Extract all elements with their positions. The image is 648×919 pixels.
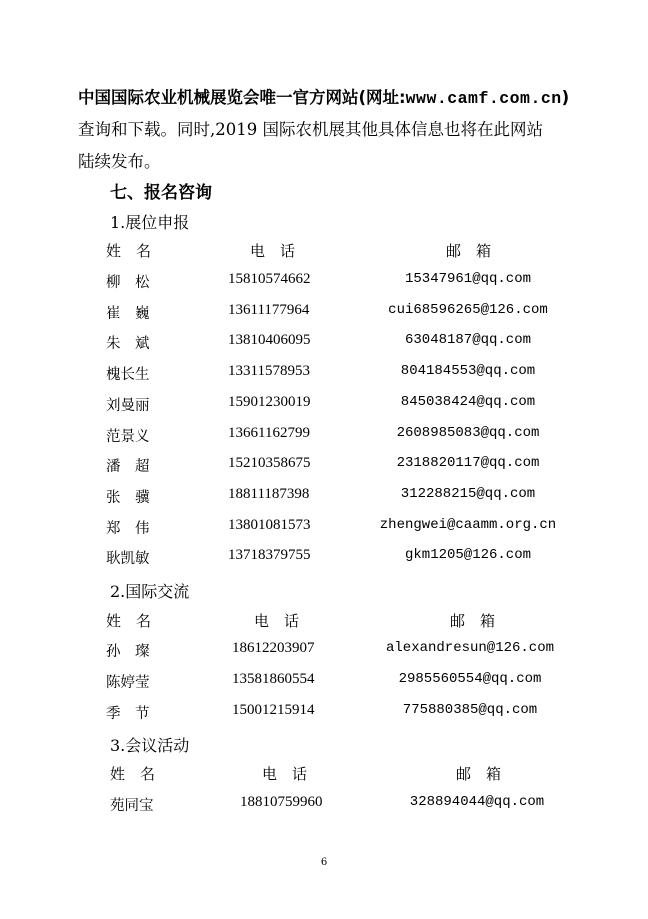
contact-name: 郑 伟 bbox=[106, 520, 150, 537]
contact-name: 范景义 bbox=[106, 428, 150, 445]
table-row bbox=[0, 702, 648, 728]
contact-email[interactable]: 775880385@qq.com bbox=[402, 702, 538, 718]
website-url[interactable]: www.camf.com.cn bbox=[405, 89, 562, 108]
contact-phone: 13801081573 bbox=[228, 516, 311, 533]
contact-email[interactable]: zhengwei@caamm.org.cn bbox=[379, 516, 557, 533]
contact-phone: 13661162799 bbox=[228, 424, 310, 441]
table-row bbox=[0, 394, 648, 420]
header-name: 姓 名 bbox=[106, 612, 152, 630]
contact-phone: 18810759960 bbox=[240, 794, 323, 810]
header-name: 姓 名 bbox=[106, 242, 152, 260]
header-email: 邮 箱 bbox=[456, 765, 502, 783]
table-row bbox=[0, 640, 648, 666]
contact-name: 耿凯敏 bbox=[106, 551, 150, 568]
contact-email[interactable]: 63048187@qq.com bbox=[404, 332, 532, 349]
group-title-international: 2.国际交流 bbox=[110, 582, 190, 601]
header-phone: 电 话 bbox=[262, 765, 308, 783]
intro-line-1-suffix: ) bbox=[561, 88, 570, 107]
table-header bbox=[0, 610, 648, 636]
header-email: 邮 箱 bbox=[450, 612, 496, 630]
contact-name: 陈婷莹 bbox=[106, 675, 150, 691]
contact-name: 刘曼丽 bbox=[106, 397, 150, 414]
contact-email[interactable]: 328894044@qq.com bbox=[409, 794, 545, 810]
table-row bbox=[0, 332, 648, 358]
group-title-meetings: 3.会议活动 bbox=[110, 736, 190, 755]
contact-phone: 15210358675 bbox=[228, 455, 311, 472]
contact-name: 潘 超 bbox=[106, 459, 150, 476]
contact-email[interactable]: 804184553@qq.com bbox=[400, 363, 536, 380]
header-email: 邮 箱 bbox=[446, 242, 492, 260]
contact-email[interactable]: 15347961@qq.com bbox=[404, 271, 532, 287]
table-row bbox=[0, 271, 648, 297]
contact-name: 季 节 bbox=[106, 706, 150, 722]
contact-phone: 18811187398 bbox=[228, 485, 310, 502]
contact-email[interactable]: cui68596265@126.com bbox=[388, 301, 548, 318]
table-row bbox=[0, 425, 648, 451]
table-row bbox=[0, 363, 648, 389]
table-row bbox=[0, 517, 648, 543]
intro-line-1-text: 中国国际农业机械展览会唯一官方网站(网址: bbox=[78, 88, 406, 107]
table-row bbox=[0, 547, 648, 573]
header-phone: 电 话 bbox=[250, 242, 296, 260]
intro-line-3: 陆续发布。 bbox=[78, 152, 161, 171]
header-name: 姓 名 bbox=[110, 765, 156, 783]
contact-phone: 18612203907 bbox=[232, 640, 315, 656]
contact-email[interactable]: 2608985083@qq.com bbox=[396, 424, 540, 441]
table-row bbox=[0, 671, 648, 697]
contact-email[interactable]: 845038424@qq.com bbox=[400, 393, 536, 410]
contact-email[interactable]: gkm1205@126.com bbox=[404, 547, 532, 564]
header-phone: 电 话 bbox=[254, 612, 300, 630]
contact-phone: 15001215914 bbox=[232, 702, 315, 718]
group-title-booth: 1.展位申报 bbox=[110, 213, 190, 232]
contact-name: 朱 斌 bbox=[106, 336, 150, 353]
contact-phone: 13581860554 bbox=[232, 671, 315, 687]
intro-line-2: 查询和下载。同时,2019 国际农机展其他具体信息也将在此网站 bbox=[78, 120, 543, 139]
contact-name: 槐长生 bbox=[106, 367, 150, 384]
table-row bbox=[0, 455, 648, 481]
table-row bbox=[0, 794, 648, 820]
contact-email[interactable]: alexandresun@126.com bbox=[385, 640, 555, 656]
contact-name: 张 骥 bbox=[106, 489, 150, 506]
contact-phone: 15810574662 bbox=[228, 271, 311, 287]
table-row bbox=[0, 302, 648, 328]
section-title: 七、报名咨询 bbox=[110, 183, 212, 203]
contact-name: 苑同宝 bbox=[110, 798, 154, 814]
contact-name: 孙 璨 bbox=[106, 644, 150, 660]
contact-phone: 13810406095 bbox=[228, 332, 311, 349]
contact-phone: 13718379755 bbox=[228, 547, 311, 564]
table-header bbox=[0, 763, 648, 789]
table-header bbox=[0, 240, 648, 266]
contact-phone: 13311578953 bbox=[228, 363, 310, 380]
contact-email[interactable]: 2985560554@qq.com bbox=[398, 671, 542, 687]
contact-name: 崔 巍 bbox=[106, 305, 150, 322]
intro-line-1 bbox=[78, 84, 569, 108]
contact-email[interactable]: 2318820117@qq.com bbox=[396, 455, 540, 472]
contact-phone: 15901230019 bbox=[228, 393, 311, 410]
page-number: 6 bbox=[320, 857, 328, 868]
contact-phone: 13611177964 bbox=[228, 301, 310, 318]
contact-email[interactable]: 312288215@qq.com bbox=[400, 485, 536, 502]
contact-name: 柳 松 bbox=[106, 275, 150, 291]
table-row bbox=[0, 486, 648, 512]
